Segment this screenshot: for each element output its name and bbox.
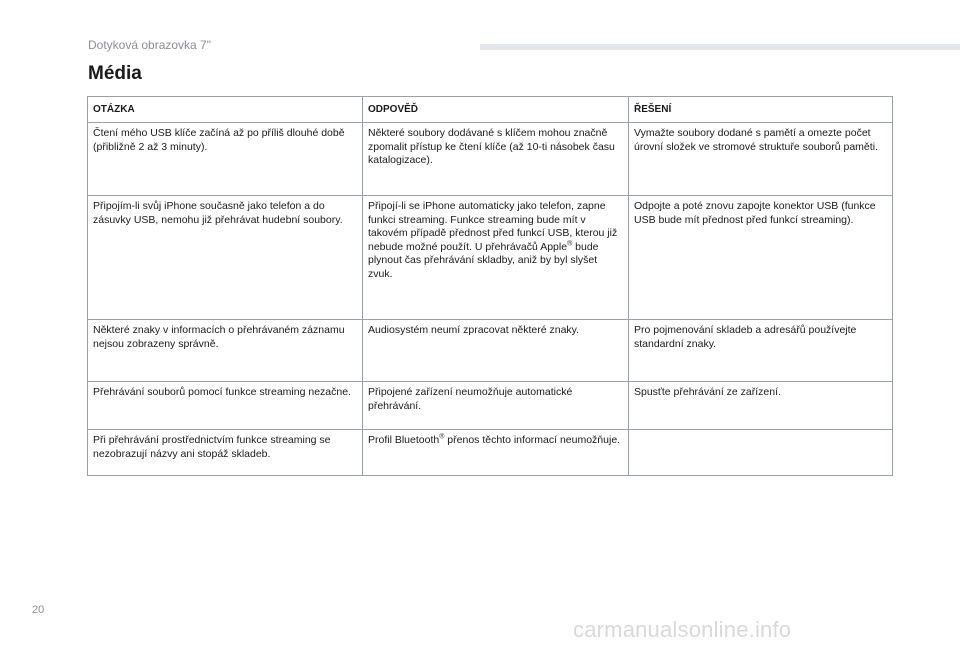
answer-cell: Připojené zařízení neumožňuje automatické přehrávání. [363, 382, 629, 430]
faq-table [87, 96, 893, 476]
answer-cell: Audiosystém neumí zpracovat některé znaky. [363, 320, 629, 382]
solution-cell [629, 430, 893, 476]
solution-cell: Odpojte a poté znovu zapojte konektor USB (funkce USB bude mít přednost před funkcí streaming). [629, 196, 893, 320]
question-cell: Přehrávání souborů pomocí funkce streaming nezačne. [88, 382, 363, 430]
table-row [88, 196, 893, 320]
answer-cell: Profil Bluetooth® přenos těchto informací neumožňuje. [363, 430, 629, 476]
column-header-question: OTÁZKA [88, 97, 363, 123]
table-row [88, 382, 893, 430]
header-bar [480, 44, 960, 50]
table-row [88, 430, 893, 476]
answer-cell: Některé soubory dodávané s klíčem mohou značně zpomalit přístup ke čtení klíče (až 10-ti násobek času katalogizace). [363, 123, 629, 196]
table-header-row [88, 97, 893, 123]
page-title: Média [88, 63, 142, 84]
question-cell: Při přehrávání prostřednictvím funkce streaming se nezobrazují názvy ani stopáž skladeb. [88, 430, 363, 476]
solution-cell: Spusťte přehrávání ze zařízení. [629, 382, 893, 430]
solution-cell: Pro pojmenování skladeb a adresářů používejte standardní znaky. [629, 320, 893, 382]
column-header-solution: ŘEŠENÍ [629, 97, 893, 123]
column-header-answer: ODPOVĚĎ [363, 97, 629, 123]
solution-cell: Vymažte soubory dodané s pamětí a omezte počet úrovní složek ve stromové struktuře souborů paměti. [629, 123, 893, 196]
table-row [88, 320, 893, 382]
watermark: carmanualsonline.info [573, 617, 792, 642]
table-row [88, 123, 893, 196]
question-cell: Čtení mého USB klíče začíná až po příliš dlouhé době (přibližně 2 až 3 minuty). [88, 123, 363, 196]
page-number: 20 [32, 604, 45, 616]
answer-cell: Připojí-li se iPhone automaticky jako telefon, zapne funkci streaming. Funkce streaming bude mít v takovém případě přednost před funkcí USB, kterou již nebude možné použít. U přehrávačů Apple® bude plynout čas přehrávání skladby, aniž by byl slyšet zvuk. [363, 196, 629, 320]
section-label: Dotyková obrazovka 7" [88, 38, 211, 52]
question-cell: Připojím-li svůj iPhone současně jako telefon a do zásuvky USB, nemohu již přehrávat hudební soubory. [88, 196, 363, 320]
question-cell: Některé znaky v informacích o přehrávaném záznamu nejsou zobrazeny správně. [88, 320, 363, 382]
